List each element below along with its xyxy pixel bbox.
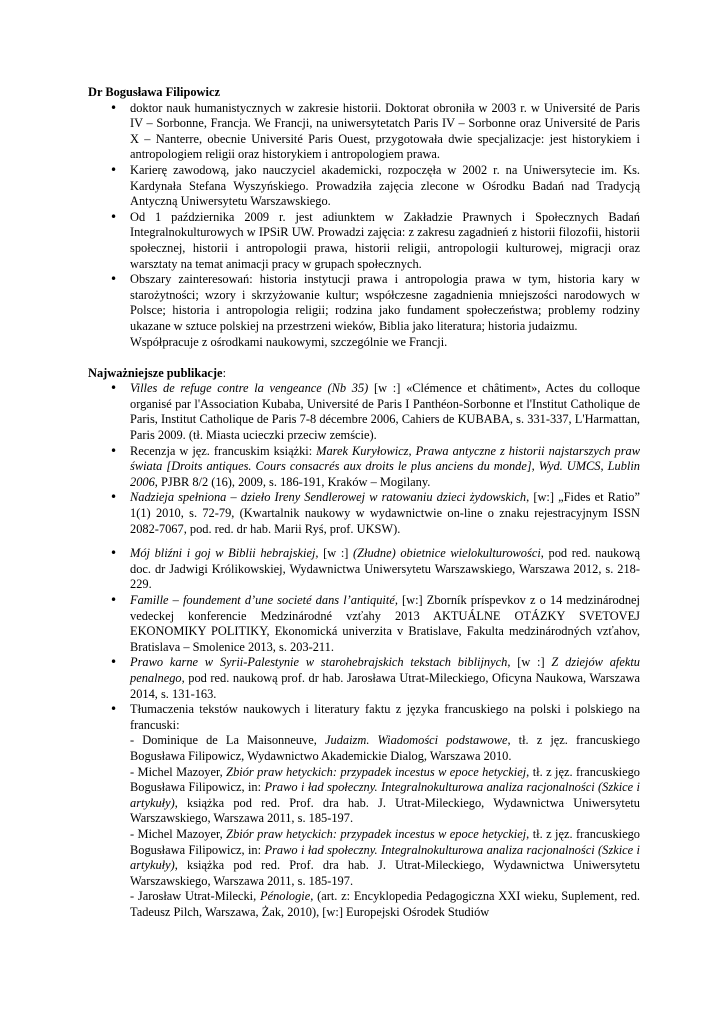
publication-item xyxy=(88,444,640,491)
publication-item xyxy=(88,546,640,593)
translation-details: , tł. z jęz. francuskiego Bogusława Filipowicz, in: xyxy=(130,764,641,795)
publication-details: , PJBR 8/2 (16), 2009, s. 186-191, Kraków – Mogilany. xyxy=(154,474,431,489)
publication-item xyxy=(88,490,640,537)
translation-entry xyxy=(130,733,640,764)
publication-title: Prawo karne w Syrii-Palestynie w starohebrajskich tekstach biblijnych xyxy=(130,655,508,670)
translations-item xyxy=(88,702,640,920)
publication-title: Famille – foundement d’une societé dans l’antiquité, xyxy=(130,593,398,607)
translation-details: , tł. z jęz. francuskiego Bogusława Filipowicz, in: xyxy=(130,826,641,857)
publications-heading xyxy=(88,366,640,382)
publication-volume-title: Z dziejów afektu penalnego, xyxy=(130,655,640,685)
publications-list xyxy=(88,381,640,537)
bio-item-career: • Karierę zawodową, jako nauczyciel akademicki, rozpoczęła w 2002 r. na Uniwersytecie im. Ks. Kardynała Stefana Wyszyńskiego. Prowadziła zajęcia zlecone w Ośrodku Badań nad Tradycją Antyczną Uniwersytetu Warszawskiego. xyxy=(88,163,640,210)
bio-note: Współpracuje z ośrodkami naukowymi, szczególnie we Francji. xyxy=(130,334,448,349)
translation-title: Judaizm. Wiadomości podstawowe xyxy=(325,733,508,748)
publication-volume-title: (Złudne) obietnice wielokulturowości xyxy=(353,546,541,561)
publication-item xyxy=(88,593,640,655)
publication-title: Villes de refuge contre la vengeance (Nb 35) xyxy=(130,381,369,396)
translation-publisher: , książka pod red. Prof. dra hab. J. Utrat-Mileckiego, Wydawnictwa Uniwersytetu Warszawskiego, Warszawa 2011, s. 185-197. xyxy=(130,858,640,888)
bio-list xyxy=(88,101,640,335)
publication-item xyxy=(88,381,640,443)
bio-item-doctorate: • doktor nauk humanistycznych w zakresie historii. Doktorat obroniła w 2003 r. w Université de Paris IV – Sorbonne, Francja. We Francji, na uniwersytetatch Paris IV – Sorbonne oraz Université de Paris X – Nanterre, obecnie Université Paris Ouest, przygotowała dwie specjalizacje: jest historykiem i antropologiem religii oraz historykiem i antropologiem prawa. xyxy=(88,101,640,163)
author-name: Dr Bogusława Filipowicz xyxy=(88,85,220,99)
publication-lead: Recenzja w jęz. francuskim książki: xyxy=(130,443,317,458)
publication-details: [w :] «Clémence et châtiment», Actes du colloque organisé par l'Association Kubaba, Université de Paris I Panthéon-Sorbonne et l'Institut Catholique de Paris, Institut Catholique de Paris 7-8 décembre 2006, Cahiers de KUBABA, s. 331-337, L'Harmattan, Paris 2009. (tł. Miasta ucieczki przeciw zemście). xyxy=(130,381,640,443)
translation-volume-title: Prawo i ład społeczny. Integralnokulturowa analiza racjonalności (Szkice i artykuły) xyxy=(130,842,640,873)
publication-details: , [w:] „Fides et Ratio” 1(1) 2010, s. 72-79, (Kwartalnik naukowy w wydawnictwie on-line o znaku rejestracyjnym ISSN 2082-7067, pod. red. dr hab. Marii Ryś, prof. UKSW). xyxy=(130,490,640,536)
publication-connector: [w :] xyxy=(318,546,354,561)
translation-entry xyxy=(130,889,640,920)
translation-details: , (art. z: Encyklopedia Pedagogiczna XXI wieku, Suplement, red. Tadeusz Pilch, Warszawa, Żak, 2010), [w:] Europejski Ośrodek Studiów xyxy=(130,889,641,919)
translation-details: , tł. z jęz. francuskiego Bogusława Filipowicz, Wydawnictwo Akademickie Dialog, Warszawa 2010. xyxy=(130,733,640,763)
publication-details: , pod red. naukową doc. dr Jadwigi Królikowskiej, Wydawnictwa Uniwersytetu Warszawskiego, Warszawa 2012, s. 218-229. xyxy=(130,546,640,592)
publication-details: pod red. naukową prof. dr hab. Jarosława Utrat-Mileckiego, Oficyna Naukowa, Warszawa 2014, s. 131-163. xyxy=(130,670,640,701)
translation-entry xyxy=(130,765,640,827)
translation-author: - Jarosław Utrat-Milecki, xyxy=(130,889,260,904)
translation-author: - Michel Mazoyer, xyxy=(130,764,227,779)
translation-author: - Dominique de La Maisonneuve, xyxy=(130,733,326,748)
publications-heading-colon: : xyxy=(222,365,227,380)
translation-title: Pénologie xyxy=(260,889,311,904)
translation-title: Zbiór praw hetyckich: przypadek incestus w epoce hetyckiej xyxy=(226,826,527,841)
translation-entry xyxy=(130,827,640,889)
bio-item-position: • Od 1 października 2009 r. jest adiunktem w Zakładzie Prawnych i Społecznych Badań Integralnokulturowych w IPSiR UW. Prowadzi zajęcia: z zakresu zagadnień z historii filozofii, historii społecznej, historii i antropologii prawa, historii religii, antropologii kulturowej, migracji oraz warsztaty na temat animacji pracy w grupach społecznych. xyxy=(88,210,640,272)
publication-item xyxy=(88,655,640,702)
document-page xyxy=(88,85,640,920)
publication-title: Marek Kuryłowicz, Prawa antyczne z historii najstarszych praw świata [Droits antiques. Cours consacrés aux droits le plus anciens du monde], Wyd. UMCS, Lublin 2006 xyxy=(130,443,641,489)
bio-item-interests: • Obszary zainteresowań: historia instytucji prawa i antropologia prawa w tym, historia kary w starożytności; wzory i skrzyżowanie kultur; współczesne zagadnienia mniejszości narodowych w Polsce; historia i antropologia religii; rodzina jako fundament społeczeństwa; problemy rodziny ukazane w sztuce polskiej na przestrzeni wieków, Biblia jako literatura; historia judaizmu. xyxy=(88,272,640,334)
translations-lead: • Tłumaczenia tekstów naukowych i literatury faktu z języka francuskiego na polski i polskiego na francuski: xyxy=(130,702,640,732)
publications-list-continued xyxy=(88,546,640,920)
translation-publisher: , książka pod red. Prof. dra hab. J. Utrat-Mileckiego, Wydawnictwa Uniwersytetu Warszawskiego, Warszawa 2011, s. 185-197. xyxy=(130,795,640,826)
publication-title: Nadzieja spełniona – dzieło Ireny Sendlerowej w ratowaniu dzieci żydowskich xyxy=(130,490,527,505)
translation-volume-title: Prawo i ład społeczny. Integralnokulturowa analiza racjonalności (Szkice i artykuły) xyxy=(130,780,640,810)
translation-author: - Michel Mazoyer, xyxy=(130,826,227,841)
publication-connector: , [w :] xyxy=(507,655,552,670)
translation-title: Zbiór praw hetyckich: przypadek incestus w epoce hetyckiej xyxy=(226,764,527,779)
publication-details: [w:] Zborník príspevkov z o 14 medzinárodnej vedeckej konferencie Medzinárodné vzťahy 2013 AKTUÁLNE OTÁZKY SVETOVEJ EKONOMIKY POLITIKY, Ekonomická univerzita v Bratislave, Fakulta medzinárodných vzťahov, Bratislava – Smolenice 2013, s. 203-211. xyxy=(130,593,640,654)
publication-title: Mój bliźni i goj w Biblii hebrajskiej, xyxy=(130,546,319,561)
publications-heading-label: Najważniejsze publikacje xyxy=(88,365,223,380)
